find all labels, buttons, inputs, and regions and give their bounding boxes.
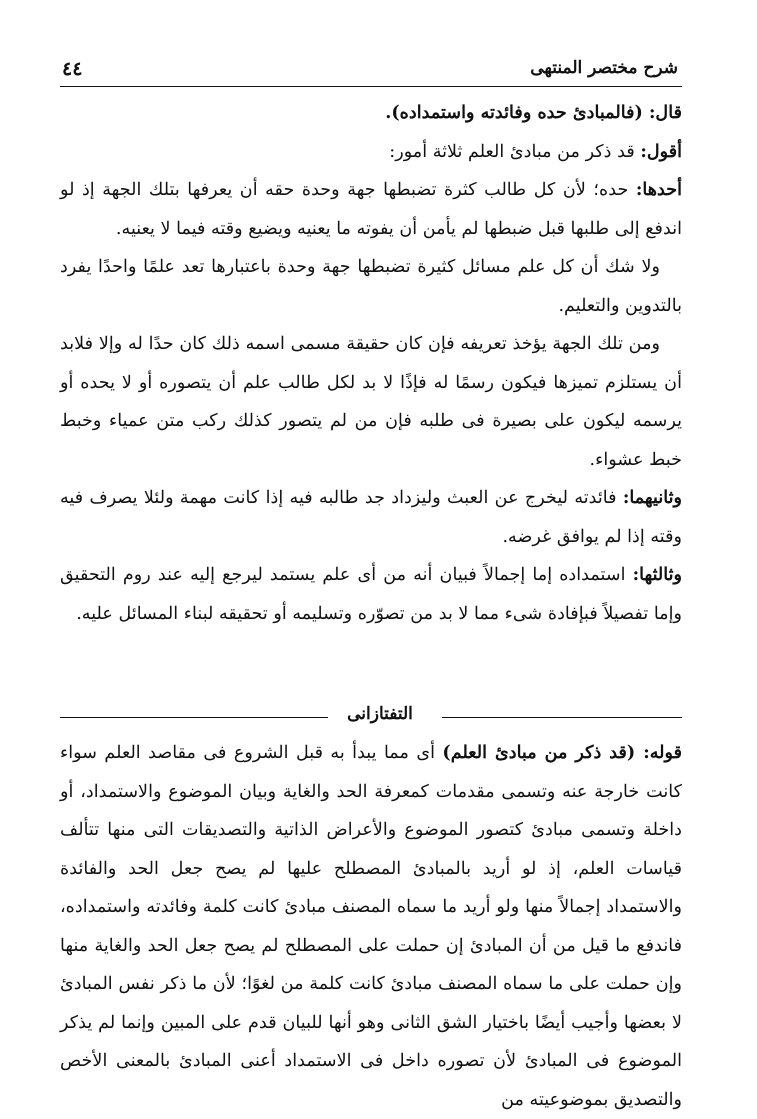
qal-text: (فالمبادئ حده وفائدته واستمداده).: [385, 102, 649, 123]
aqul-paragraph: [60, 133, 682, 172]
first-item-paragraph: [60, 171, 682, 248]
separator-rule-right: [442, 717, 682, 718]
qal-lead: قال:: [648, 102, 682, 123]
third-item-paragraph: [60, 556, 682, 633]
qal-paragraph: [60, 94, 682, 133]
book-page: [60, 52, 682, 1110]
doubt-paragraph: ولا شك أن كل علم مسائل كثيرة تضبطها جهة وحدة باعتبارها تعد علمًا واحدًا يفرد بالتدوين والتعليم.: [60, 257, 682, 316]
second-item-text: فائدته ليخرج عن العبث وليزداد جد طالبه فيه إذا كانت مهمة ولئلا يصرف فيه وقته إذا لم يوافق غرضه.: [60, 488, 682, 547]
second-item-paragraph: [60, 479, 682, 556]
commentary-paragraph: [60, 734, 682, 1119]
commentary-separator: [60, 702, 682, 732]
third-item-text: استمداده إما إجمالاً فبيان أنه من أى علم يستمد ليرجع إليه عند روم التحقيق وإما تفصيلاً فبإفادة شىء مما لا بد من تصوّره وتسليمه أو تحقيقه لبناء المسائل عليه.: [60, 565, 682, 624]
first-item-text: حده؛ لأن كل طالب كثرة تضبطها جهة وحدة حقه أن يعرفها بتلك الجهة إذ لو اندفع إلى طلبها قبل ضبطها لم يأمن أن يفوته ما يعنيه ويضيع وقته فيما لا يعنيه.: [60, 180, 682, 239]
page-number: ٤٤: [62, 58, 83, 80]
book-title: شرح مختصر المنتهى: [530, 58, 678, 78]
definition-paragraph: ومن تلك الجهة يؤخذ تعريفه فإن كان حقيقة مسمى اسمه ذلك كان حدًا له وإلا فلابد أن يستلزم تميزها فيكون رسمًا له فإذًا لا بد لكل طالب علم أن يتصوره أو لا يحده أو يرسمه ليكون على بصيرة فى طلبه فإن من لم يتصور كذلك ركب متن عمياء وخبط خبط عشواء.: [60, 334, 682, 470]
commentator-name: التفتازانى: [347, 704, 413, 724]
commentary-quote: (قد ذكر من مبادئ العلم): [442, 742, 644, 763]
first-item-lead: أحدها:: [635, 179, 682, 200]
commentary-section: [60, 734, 682, 1119]
aqul-text: قد ذكر من مبادئ العلم ثلاثة أمور:: [389, 141, 641, 162]
commentary-lead: قوله:: [643, 742, 682, 763]
matn-section: [60, 94, 682, 633]
third-item-lead: وثالثها:: [632, 564, 682, 585]
second-item-lead: وثانيهما:: [622, 487, 682, 508]
commentary-text: أى مما يبدأ به قبل الشروع فى مقاصد العلم سواء كانت خارجة عنه وتسمى مقدمات كمعرفة الحد والغاية وبيان الموضوع والاستمداد، أو داخلة وتسمى مبادئ كتصور الموضوع والأعراض الذاتية والتصديقات التى منها تتألف قياسات العلم، إذ لو أريد بالمبادئ المصطلح عليها لم يصح جعل الحد والفائدة والاستمداد إجمالاً منها ولو أريد ما سماه المصنف مبادئ كانت كلمة وفائدته واستمداده، فاندفع ما قيل من أن المبادئ إن حملت على المصطلح لم يصح جعل الحد والغاية منها وإن حملت على ما سماه المصنف مبادئ كانت كلمة من لغوًا؛ لأن ما ذكر نفس المبادئ لا بعضها وأجيب أيضًا باختيار الشق الثانى وهو أنها للبيان قدم على المبين وإنما لم يذكر الموضوع فى المبادئ لأن تصوره داخل فى الاستمداد أعنى المبادئ بالمعنى الأخص والتصديق بموضوعيته من: [60, 743, 682, 1110]
separator-rule-left: [60, 717, 328, 718]
running-header: [60, 52, 682, 87]
aqul-lead: أقول:: [640, 140, 682, 162]
